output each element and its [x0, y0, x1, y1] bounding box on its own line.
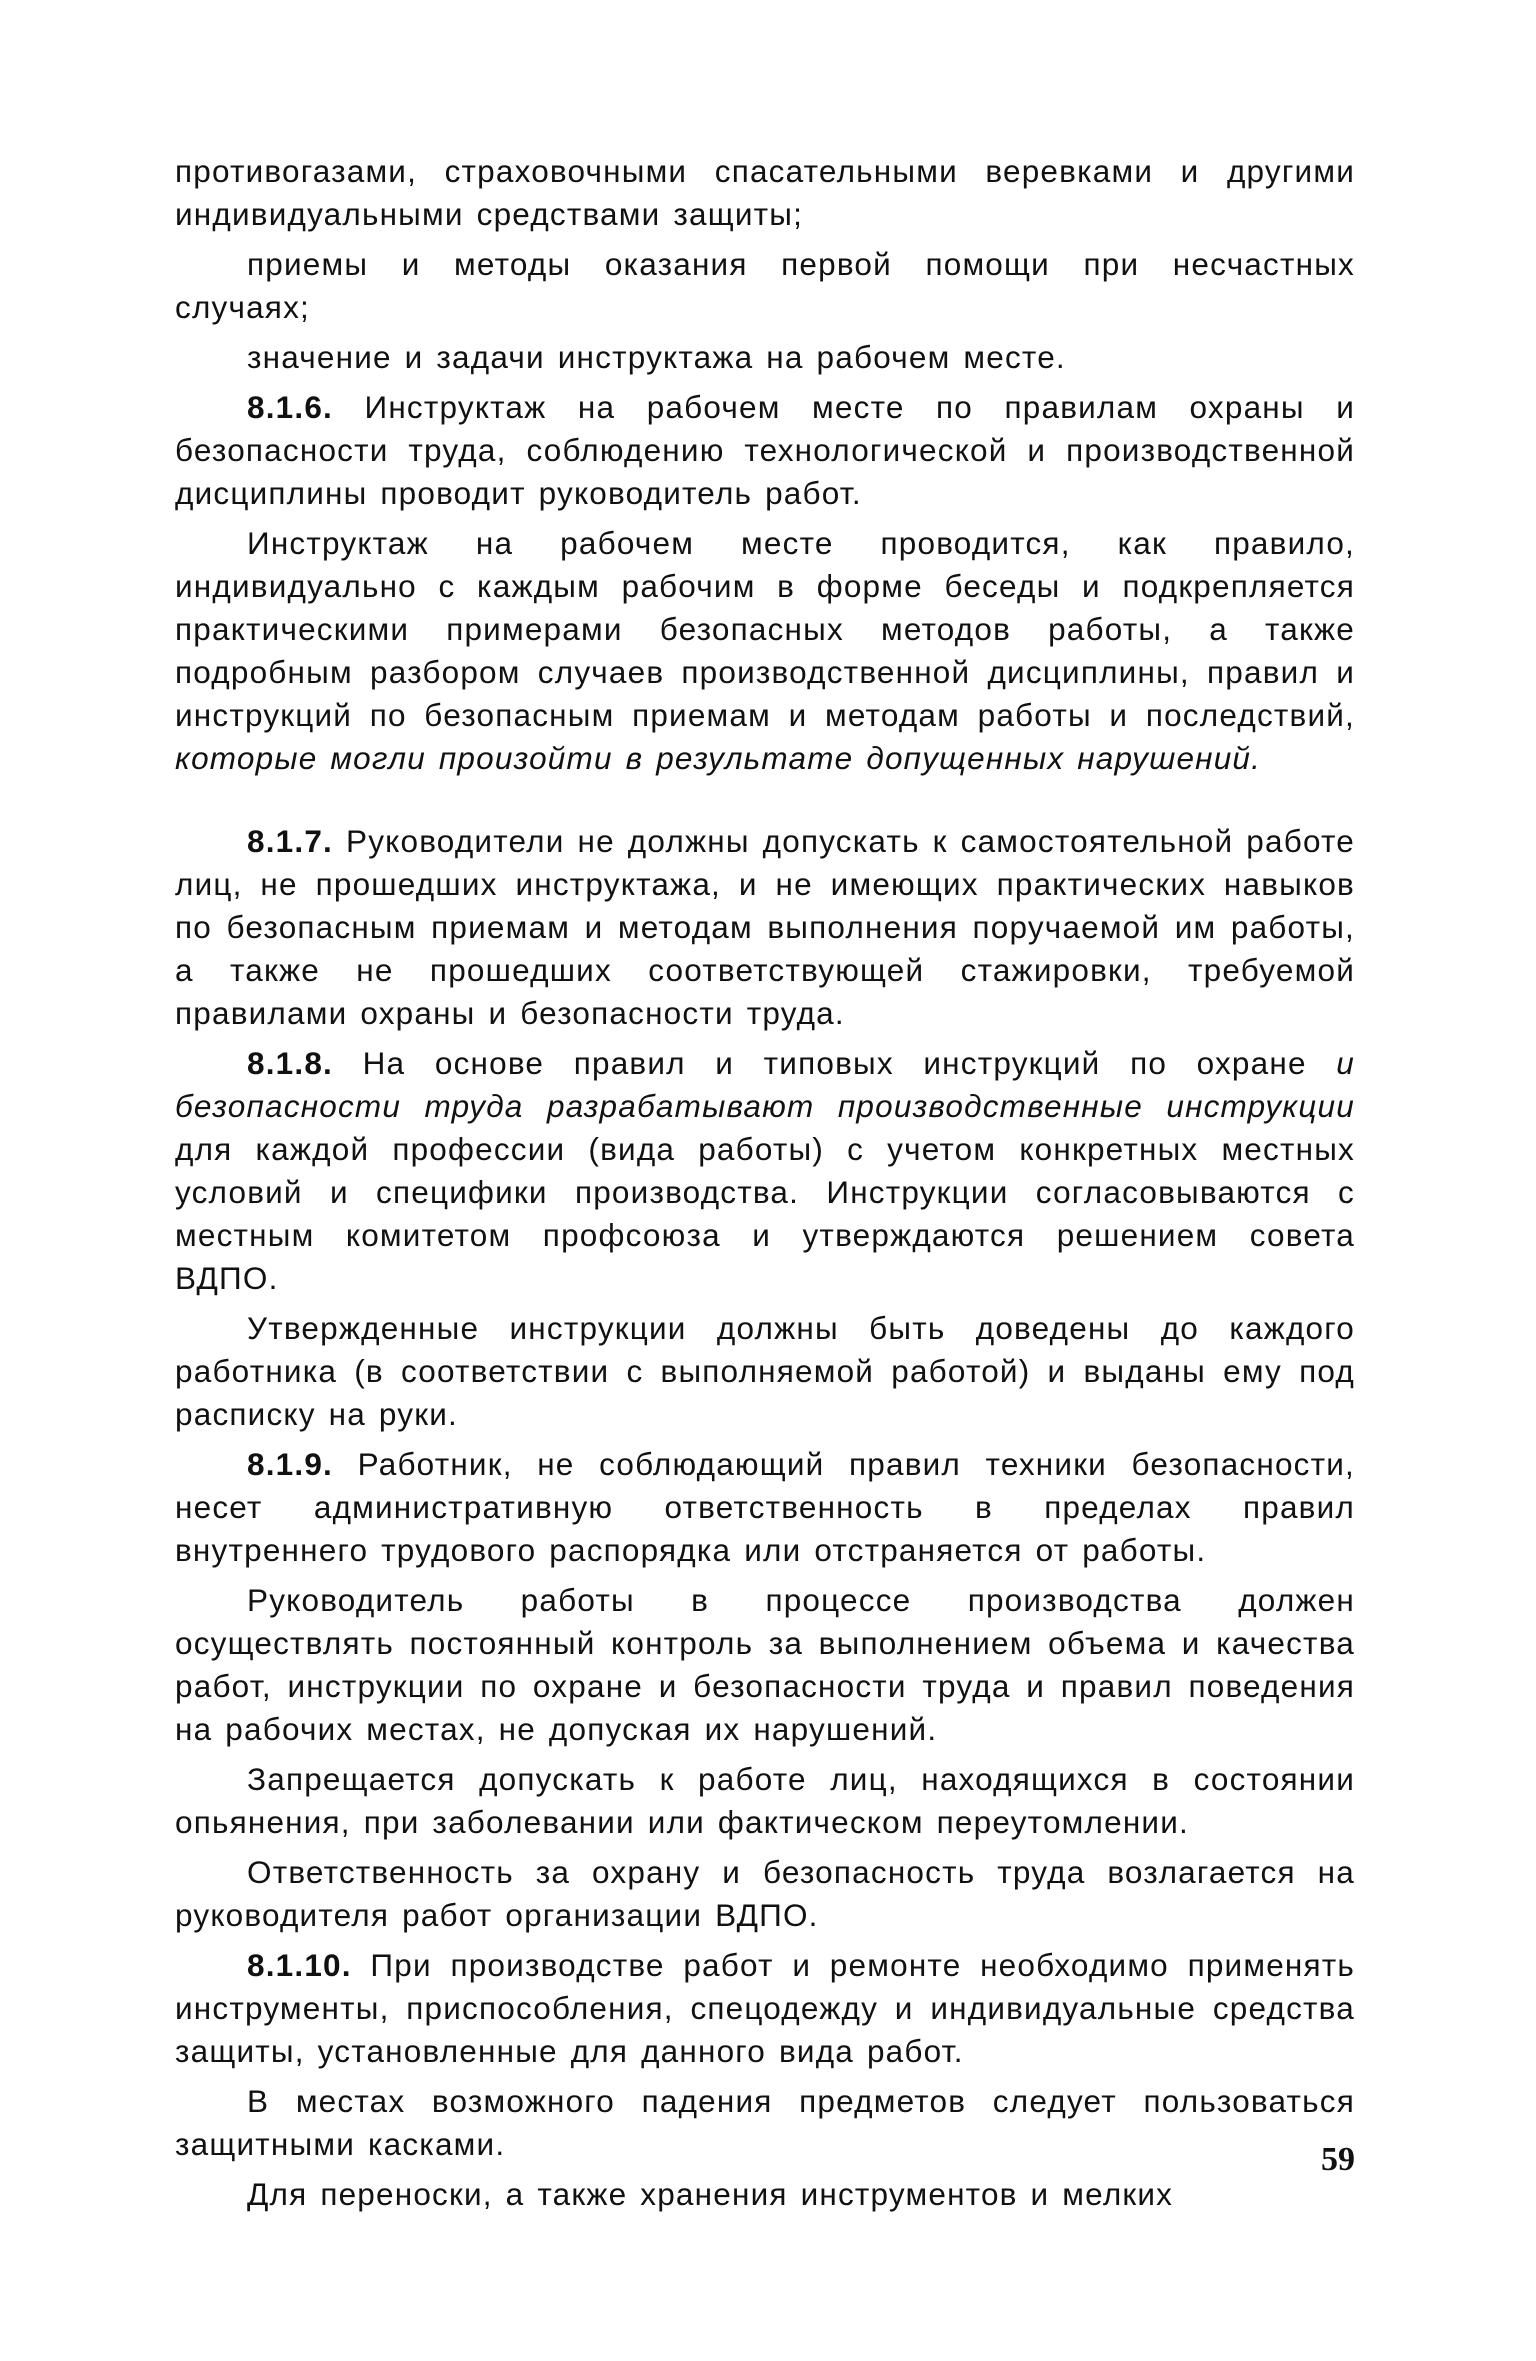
paragraph-briefing-purpose — [175, 336, 1355, 379]
paragraph-first-aid — [175, 243, 1355, 329]
paragraph-text: приемы и методы оказания первой помощи при несчастных случаях; — [175, 246, 1355, 325]
paragraph-prohibition — [175, 1758, 1355, 1844]
paragraph-text: Руководитель работы в процессе производства должен осуществлять постоянный контроль за выполнением объема и качества работ, инструкции по охране и безопасности труда и правил поведения на рабочих местах, не допуская их нарушений. — [175, 1582, 1355, 1747]
paragraph-text: значение и задачи инструктажа на рабочем месте. — [247, 339, 1066, 375]
page-number: 59 — [1321, 2141, 1355, 2178]
clause-8-1-10 — [175, 1944, 1355, 2073]
clause-number: 8.1.6. — [247, 389, 334, 425]
paragraph-responsibility — [175, 1851, 1355, 1937]
paragraph-text: В местах возможного падения предметов следует пользоваться защитными касками. — [175, 2083, 1355, 2162]
paragraph-tool-storage — [175, 2173, 1355, 2216]
paragraph-text: противогазами, страховочными спасательными веревками и другими индивидуальными средствами защиты; — [175, 153, 1355, 232]
paragraph-text: Инструктаж на рабочем месте по правилам охраны и безопасности труда, соблюдению технологической и производственной дисциплины проводит руководитель работ. — [175, 389, 1356, 511]
paragraph-text: На основе правил и типовых инструкций по охране — [362, 1045, 1307, 1081]
page-body — [175, 150, 1355, 2223]
clause-8-1-7 — [175, 820, 1355, 1035]
paragraph-text: Для переноски, а также хранения инструментов и мелких — [247, 2176, 1174, 2212]
paragraph-helmets — [175, 2080, 1355, 2166]
paragraph-briefing-method — [175, 522, 1355, 780]
clause-number: 8.1.10. — [247, 1947, 352, 1983]
clause-number: 8.1.9. — [247, 1446, 334, 1482]
paragraph-text: для каждой профессии (вида работы) с учетом конкретных местных условий и специфики производства. Инструкции согласовываются с местным комитетом профсоюза и утверждаются решением совета ВДПО. — [175, 1131, 1355, 1296]
paragraph-protective-equipment — [175, 150, 1355, 236]
paragraph-text: Запрещается допускать к работе лиц, находящихся в состоянии опьянения, при заболевании или фактическом переутомлении. — [175, 1761, 1355, 1840]
paragraph-text: Утвержденные инструкции должны быть доведены до каждого работника (в соответствии с выполняемой работой) и выданы ему под расписку на руки. — [175, 1310, 1355, 1432]
clause-8-1-8 — [175, 1042, 1355, 1300]
paragraph-text: Ответственность за охрану и безопасность труда возлагается на руководителя работ организации ВДПО. — [175, 1854, 1355, 1933]
paragraph-supervisor-control — [175, 1579, 1355, 1751]
paragraph-text: Инструктаж на рабочем месте проводится, как правило, индивидуально с каждым рабочим в форме беседы и подкрепляется практическими примерами безопасных методов работы, а также подробным разбором случаев производственной дисциплины, правил и инструкций по безопасным приемам и методам работы и последствий, — [175, 525, 1355, 733]
paragraph-text: Руководители не должны допускать к самостоятельной работе лиц, не прошедших инструктажа, и не имеющих практических навыков по безопасным приемам и методам выполнения поручаемой им работы, а также не прошедших соответствующей стажировки, требуемой правилами охраны и безопасности труда. — [175, 823, 1355, 1031]
clause-8-1-9 — [175, 1443, 1355, 1572]
clause-number: 8.1.8. — [247, 1045, 334, 1081]
paragraph-italic-text: и безопасности труда разрабатывают производственные инструкции — [175, 1045, 1356, 1124]
paragraph-italic-text: которые могли произойти в результате допущенных нарушений. — [175, 740, 1262, 776]
paragraph-text: Работник, не соблюдающий правил техники безопасности, несет административную ответственность в пределах правил внутреннего трудового распорядка или отстраняется от работы. — [175, 1446, 1356, 1568]
clause-number: 8.1.7. — [247, 823, 334, 859]
paragraph-text: При производстве работ и ремонте необходимо применять инструменты, приспособления, спецодежду и индивидуальные средства защиты, установленные для данного вида работ. — [175, 1947, 1356, 2069]
paragraph-approved-instructions — [175, 1307, 1355, 1436]
clause-8-1-6 — [175, 386, 1355, 515]
